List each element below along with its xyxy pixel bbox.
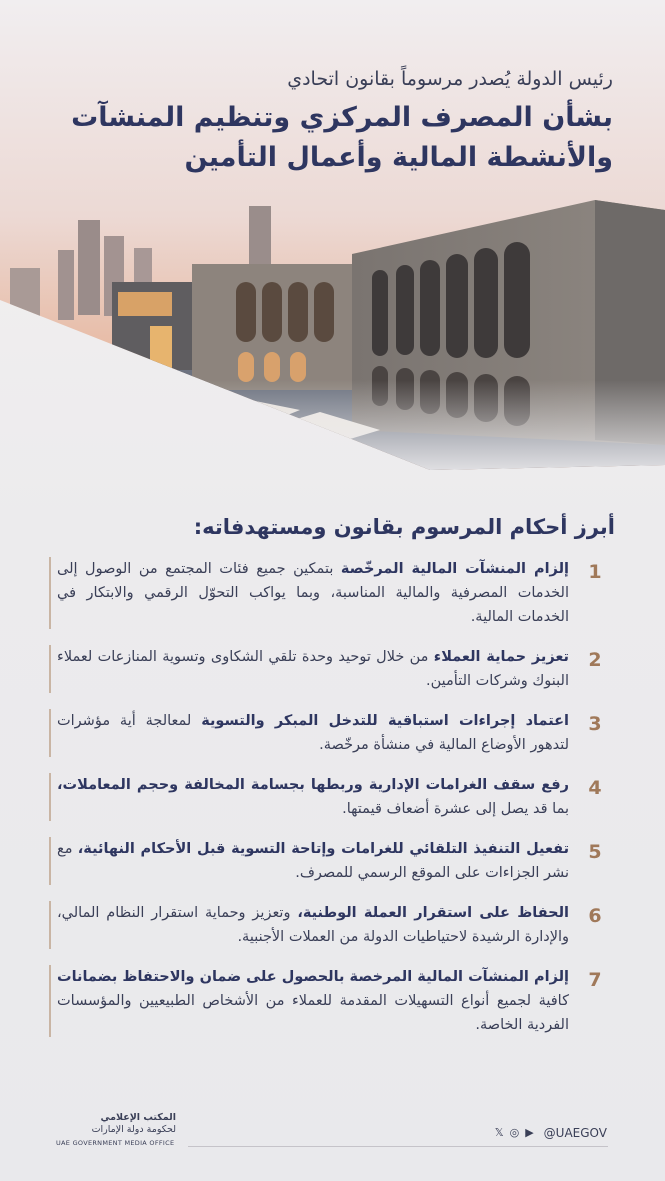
logo-english: UAE GOVERNMENT MEDIA OFFICE <box>56 1139 175 1147</box>
instagram-icon[interactable]: ◎ <box>509 1126 520 1139</box>
item-text <box>49 965 581 1037</box>
item-text <box>49 645 581 693</box>
item-bold: تفعيل التنفيذ التلقائي للغرامات وإتاحة التسوية قبل الأحكام النهائية، <box>77 841 570 857</box>
item-bold: إلزام المنشآت المالية المرخّصة <box>340 561 569 577</box>
item-text <box>49 773 581 821</box>
item-number: 3 <box>588 713 602 735</box>
provisions-list <box>49 557 609 1053</box>
logo-arabic-line-2: لحكومة دولة الإمارات <box>91 1124 176 1135</box>
item-bold: رفع سقف الغرامات الإدارية وربطها بجسامة المخالفة وحجم المعاملات، <box>57 777 569 793</box>
item-number: 1 <box>588 561 602 583</box>
item-rest: بتمكين جميع فئات المجتمع من الوصول إلى الخدمات المصرفية والمالية المناسبة، وبما يواكب التحوّل الرقمي والابتكار في الخدمات المالية. <box>57 561 569 625</box>
footer-divider <box>188 1146 608 1147</box>
subtitle: رئيس الدولة يُصدر مرسوماً بقانون اتحادي <box>287 68 613 90</box>
item-text <box>49 901 581 949</box>
social-bar <box>495 1126 607 1140</box>
item-number: 5 <box>588 841 602 863</box>
item-rest: من خلال توحيد وحدة تلقي الشكاوى وتسوية المنازعات لعملاء البنوك وشركات التأمين. <box>57 649 569 689</box>
list-item <box>49 837 609 885</box>
section-heading: أبرز أحكام المرسوم بقانون ومستهدفاته: <box>193 515 615 539</box>
item-rest: بما قد يصل إلى عشرة أضعاف قيمتها. <box>342 801 569 817</box>
list-item <box>49 645 609 693</box>
item-bold: الحفاظ على استقرار العملة الوطنية، <box>297 905 570 921</box>
logo-arabic-line-1: المكتب الإعلامي <box>100 1112 176 1123</box>
list-item <box>49 709 609 757</box>
list-item <box>49 901 609 949</box>
item-rest: مع نشر الجزاءات على الموقع الرسمي للمصرف. <box>57 841 569 881</box>
item-text <box>49 709 581 757</box>
item-number: 7 <box>588 969 602 991</box>
item-number: 4 <box>588 777 602 799</box>
item-text <box>49 557 581 629</box>
item-bold: إلزام المنشآت المالية المرخصة بالحصول على ضمان والاحتفاظ بضمانات <box>57 969 569 985</box>
list-item <box>49 557 609 629</box>
title-line-1: بشأن المصرف المركزي وتنظيم المنشآت <box>71 102 613 133</box>
item-number: 2 <box>588 649 602 671</box>
title-line-2: والأنشطة المالية وأعمال التأمين <box>184 142 613 173</box>
x-icon[interactable]: 𝕏 <box>494 1126 504 1139</box>
list-item <box>49 965 609 1037</box>
header <box>53 66 613 178</box>
page-title <box>53 98 613 178</box>
uae-media-office-logo <box>56 1112 176 1148</box>
social-handle[interactable]: @UAEGOV <box>543 1126 607 1140</box>
item-text <box>49 837 581 885</box>
item-bold: اعتماد إجراءات استباقية للتدخل المبكر والتسوية <box>201 713 569 729</box>
list-item <box>49 773 609 821</box>
item-bold: تعزيز حماية العملاء <box>433 649 570 665</box>
item-rest: كافية لجميع أنواع التسهيلات المقدمة للعملاء من الأشخاص الطبيعيين والمؤسسات الفردية الخاصة. <box>57 993 569 1033</box>
item-number: 6 <box>588 905 602 927</box>
item-rest: وتعزيز وحماية استقرار النظام المالي، والإدارة الرشيدة لاحتياطيات الدولة من العملات الأجنبية. <box>57 905 569 945</box>
item-rest: لمعالجة أية مؤشرات لتدهور الأوضاع المالية في منشأة مرخّصة. <box>57 713 569 753</box>
youtube-icon[interactable]: ▶ <box>525 1126 534 1139</box>
